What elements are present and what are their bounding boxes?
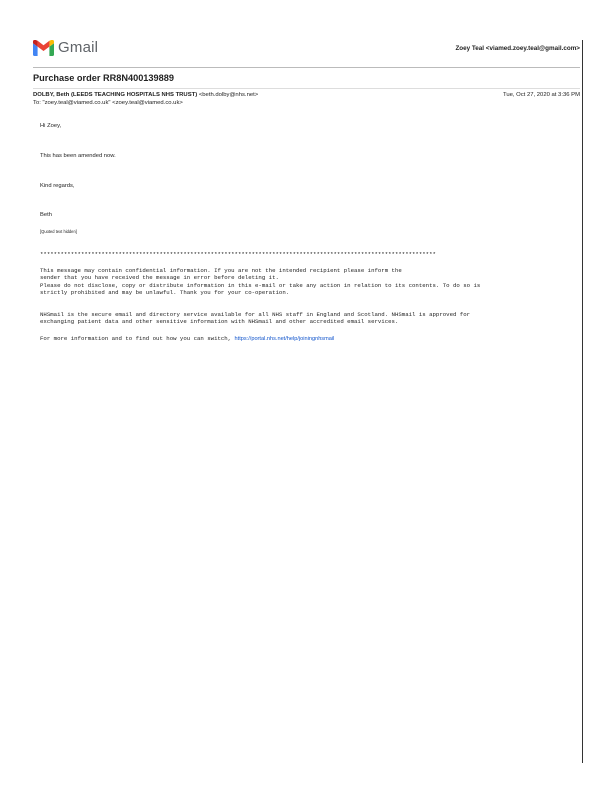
quoted-text-toggle[interactable]: [Quoted text hidden] — [40, 229, 77, 234]
recipient-line: To: "zoey.teal@viamed.co.uk" <zoey.teal@viamed.co.uk> — [33, 100, 183, 106]
signoff: Kind regards, — [40, 183, 75, 189]
disclaimer-line: exchanging patient data and other sensitive information with NHSmail and other accredited email services. — [40, 318, 399, 326]
email-date: Tue, Oct 27, 2020 at 3:36 PM — [502, 92, 580, 98]
body-line: This has been amended now. — [40, 153, 116, 159]
nhsmail-link[interactable]: https://portal.nhs.net/help/joiningnhsmail — [234, 336, 335, 342]
disclaimer-paragraph-3 — [40, 335, 334, 343]
sender-line — [33, 92, 258, 98]
header-divider — [33, 67, 580, 68]
disclaimer-line: This message may contain confidential information. If you are not the intended recipient please inform the — [40, 267, 402, 274]
gmail-logo-text: Gmail — [58, 39, 99, 56]
disclaimer-paragraph-1 — [40, 267, 480, 297]
gmail-header — [33, 37, 580, 61]
disclaimer-separator: ******************************************************************************************************************** — [40, 251, 436, 258]
signature: Beth — [40, 212, 52, 218]
subject-divider — [33, 88, 580, 89]
disclaimer-paragraph-2 — [40, 311, 470, 326]
disclaimer-line: sender that you have received the message in error before deleting it. — [40, 274, 279, 282]
account-name: Zoey Teal <viamed.zoey.teal@gmail.com> — [455, 45, 580, 52]
disclaimer-text: For more information and to find out how you can switch, — [40, 335, 235, 342]
sender-name: DOLBY, Beth (LEEDS TEACHING HOSPITALS NHS TRUST) — [33, 92, 198, 98]
disclaimer-line: Please do not disclose, copy or distribute information in this e-mail or take any action in relation to its contents. To do so is — [40, 281, 481, 289]
email-subject: Purchase order RR8N400139889 — [33, 73, 174, 83]
greeting: Hi Zoey, — [40, 123, 62, 129]
gmail-logo[interactable] — [33, 39, 98, 56]
disclaimer-line: NHSmail is the secure email and directory service available for all NHS staff in England and Scotland. NHSmail is approved for — [40, 311, 471, 318]
sender-email: <beth.dolby@nhs.net> — [198, 92, 259, 98]
page-edge-line — [582, 40, 583, 763]
disclaimer-line: strictly prohibited and may be unlawful. Thank you for your co-operation. — [40, 289, 290, 297]
gmail-logo-icon — [33, 40, 54, 56]
